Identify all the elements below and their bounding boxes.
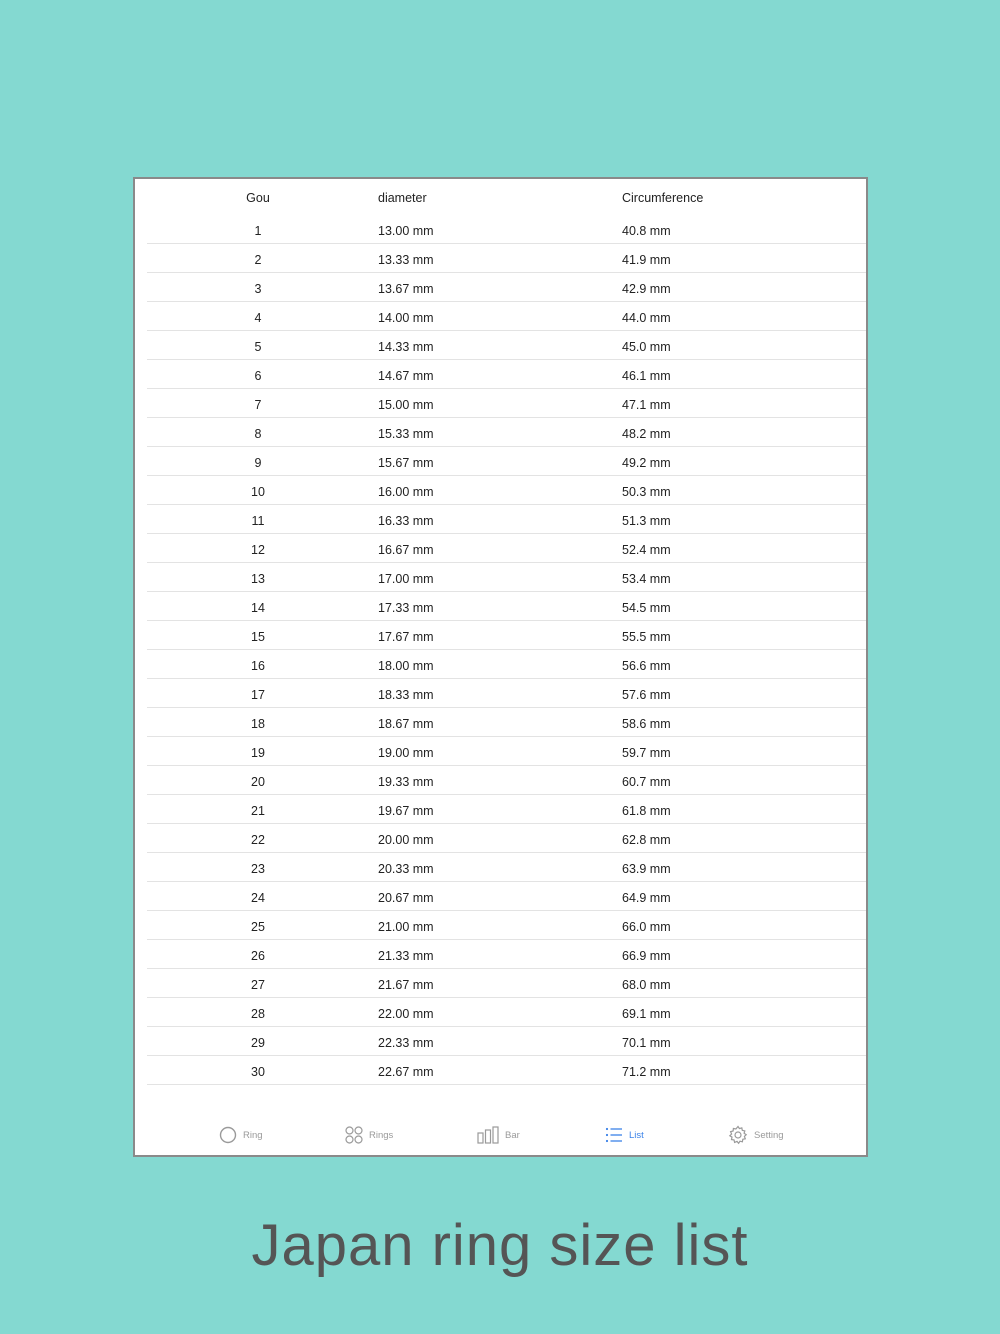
diameter-cell: 21.33 mm: [378, 949, 434, 963]
gou-cell: 13: [251, 572, 265, 586]
table-row: [147, 505, 866, 534]
table-row: [147, 737, 866, 766]
caption-title: Japan ring size list: [251, 1213, 749, 1278]
ring-icon: [219, 1126, 237, 1144]
gou-cell: 12: [251, 543, 265, 557]
circumference-cell: 42.9 mm: [622, 282, 671, 296]
tab-label: Setting: [754, 1129, 784, 1141]
table-row: [147, 969, 866, 998]
gou-cell: 11: [251, 514, 265, 528]
diameter-cell: 13.33 mm: [378, 253, 434, 267]
tab-ring[interactable]: [219, 1125, 263, 1145]
gou-cell: 27: [251, 978, 265, 992]
circumference-cell: 44.0 mm: [622, 311, 671, 325]
circumference-cell: 48.2 mm: [622, 427, 671, 441]
diameter-cell: 16.33 mm: [378, 514, 434, 528]
header-circumference: Circumference: [622, 191, 704, 205]
gou-cell: 1: [254, 224, 262, 238]
diameter-cell: 18.67 mm: [378, 717, 434, 731]
table-row: [147, 302, 866, 331]
gou-cell: 17: [251, 688, 265, 702]
table-row: [147, 708, 866, 737]
gou-cell: 25: [251, 920, 265, 934]
table-row: [147, 650, 866, 679]
gou-cell: 16: [251, 659, 265, 673]
tab-bar: [135, 1115, 866, 1155]
gou-cell: 14: [251, 601, 265, 615]
table-row: [147, 389, 866, 418]
gou-cell: 2: [254, 253, 262, 267]
circumference-cell: 70.1 mm: [622, 1036, 671, 1050]
diameter-cell: 21.67 mm: [378, 978, 434, 992]
table-row: [147, 911, 866, 940]
circumference-cell: 66.9 mm: [622, 949, 671, 963]
diameter-cell: 21.00 mm: [378, 920, 434, 934]
size-list[interactable]: [135, 215, 866, 1085]
gou-cell: 19: [251, 746, 265, 760]
gou-cell: 22: [251, 833, 265, 847]
table-row: [147, 998, 866, 1027]
circumference-cell: 58.6 mm: [622, 717, 671, 731]
table-row: [147, 476, 866, 505]
table-row: [147, 882, 866, 911]
gou-cell: 20: [251, 775, 265, 789]
circumference-cell: 53.4 mm: [622, 572, 671, 586]
circumference-cell: 52.4 mm: [622, 543, 671, 557]
table-row: [147, 215, 866, 244]
circumference-cell: 56.6 mm: [622, 659, 671, 673]
circumference-cell: 66.0 mm: [622, 920, 671, 934]
circumference-cell: 62.8 mm: [622, 833, 671, 847]
tab-label: List: [629, 1129, 644, 1141]
table-row: [147, 824, 866, 853]
table-row: [147, 534, 866, 563]
table-row: [147, 766, 866, 795]
circumference-cell: 49.2 mm: [622, 456, 671, 470]
circumference-cell: 59.7 mm: [622, 746, 671, 760]
diameter-cell: 16.00 mm: [378, 485, 434, 499]
diameter-cell: 13.67 mm: [378, 282, 434, 296]
circumference-cell: 40.8 mm: [622, 224, 671, 238]
circumference-cell: 55.5 mm: [622, 630, 671, 644]
circumference-cell: 51.3 mm: [622, 514, 671, 528]
diameter-cell: 20.33 mm: [378, 862, 434, 876]
gou-cell: 4: [254, 311, 262, 325]
diameter-cell: 19.00 mm: [378, 746, 434, 760]
header-diameter: diameter: [378, 191, 427, 205]
rings-icon: [345, 1126, 363, 1144]
table-row: [147, 1056, 866, 1085]
table-row: [147, 795, 866, 824]
diameter-cell: 14.00 mm: [378, 311, 434, 325]
diameter-cell: 13.00 mm: [378, 224, 434, 238]
gou-cell: 28: [251, 1007, 265, 1021]
circumference-cell: 47.1 mm: [622, 398, 671, 412]
diameter-cell: 15.00 mm: [378, 398, 434, 412]
circumference-cell: 71.2 mm: [622, 1065, 671, 1079]
diameter-cell: 14.33 mm: [378, 340, 434, 354]
table-row: [147, 940, 866, 969]
diameter-cell: 18.33 mm: [378, 688, 434, 702]
tab-list[interactable]: [605, 1125, 644, 1145]
table-row: [147, 418, 866, 447]
circumference-cell: 63.9 mm: [622, 862, 671, 876]
table-row: [147, 447, 866, 476]
diameter-cell: 17.33 mm: [378, 601, 434, 615]
table-row: [147, 1027, 866, 1056]
table-row: [147, 853, 866, 882]
diameter-cell: 22.00 mm: [378, 1007, 434, 1021]
table-row: [147, 244, 866, 273]
table-header: [135, 179, 866, 215]
diameter-cell: 17.67 mm: [378, 630, 434, 644]
bar-icon: [477, 1126, 499, 1144]
gou-cell: 18: [251, 717, 265, 731]
circumference-cell: 45.0 mm: [622, 340, 671, 354]
circumference-cell: 54.5 mm: [622, 601, 671, 615]
diameter-cell: 18.00 mm: [378, 659, 434, 673]
diameter-cell: 19.33 mm: [378, 775, 434, 789]
gou-cell: 7: [254, 398, 262, 412]
tab-label: Rings: [369, 1129, 394, 1141]
gou-cell: 10: [251, 485, 265, 499]
circumference-cell: 61.8 mm: [622, 804, 671, 818]
gou-cell: 15: [251, 630, 265, 644]
diameter-cell: 19.67 mm: [378, 804, 434, 818]
circumference-cell: 41.9 mm: [622, 253, 671, 267]
tab-setting[interactable]: [728, 1125, 784, 1145]
gou-cell: 26: [251, 949, 265, 963]
diameter-cell: 22.33 mm: [378, 1036, 434, 1050]
tab-bar-chart[interactable]: [477, 1125, 520, 1145]
circumference-cell: 69.1 mm: [622, 1007, 671, 1021]
circumference-cell: 60.7 mm: [622, 775, 671, 789]
gou-cell: 6: [254, 369, 262, 383]
circumference-cell: 68.0 mm: [622, 978, 671, 992]
diameter-cell: 20.00 mm: [378, 833, 434, 847]
table-row: [147, 360, 866, 389]
table-row: [147, 621, 866, 650]
gou-cell: 9: [254, 456, 262, 470]
circumference-cell: 46.1 mm: [622, 369, 671, 383]
gou-cell: 3: [254, 282, 262, 296]
table-row: [147, 563, 866, 592]
table-row: [147, 331, 866, 360]
gou-cell: 21: [251, 804, 265, 818]
diameter-cell: 15.67 mm: [378, 456, 434, 470]
table-row: [147, 592, 866, 621]
gou-cell: 24: [251, 891, 265, 905]
diameter-cell: 15.33 mm: [378, 427, 434, 441]
table-row: [147, 679, 866, 708]
gou-cell: 29: [251, 1036, 265, 1050]
gou-cell: 8: [254, 427, 262, 441]
list-icon: [605, 1126, 623, 1144]
diameter-cell: 17.00 mm: [378, 572, 434, 586]
circumference-cell: 64.9 mm: [622, 891, 671, 905]
gou-cell: 23: [251, 862, 265, 876]
tab-label: Ring: [243, 1129, 263, 1141]
gear-icon: [728, 1125, 748, 1145]
app-screen: [133, 177, 868, 1157]
header-gou: Gou: [246, 191, 270, 205]
diameter-cell: 16.67 mm: [378, 543, 434, 557]
circumference-cell: 50.3 mm: [622, 485, 671, 499]
tab-label: Bar: [505, 1129, 520, 1141]
table-row: [147, 273, 866, 302]
gou-cell: 5: [254, 340, 262, 354]
diameter-cell: 20.67 mm: [378, 891, 434, 905]
diameter-cell: 22.67 mm: [378, 1065, 434, 1079]
gou-cell: 30: [251, 1065, 265, 1079]
diameter-cell: 14.67 mm: [378, 369, 434, 383]
tab-rings[interactable]: [345, 1125, 393, 1145]
circumference-cell: 57.6 mm: [622, 688, 671, 702]
